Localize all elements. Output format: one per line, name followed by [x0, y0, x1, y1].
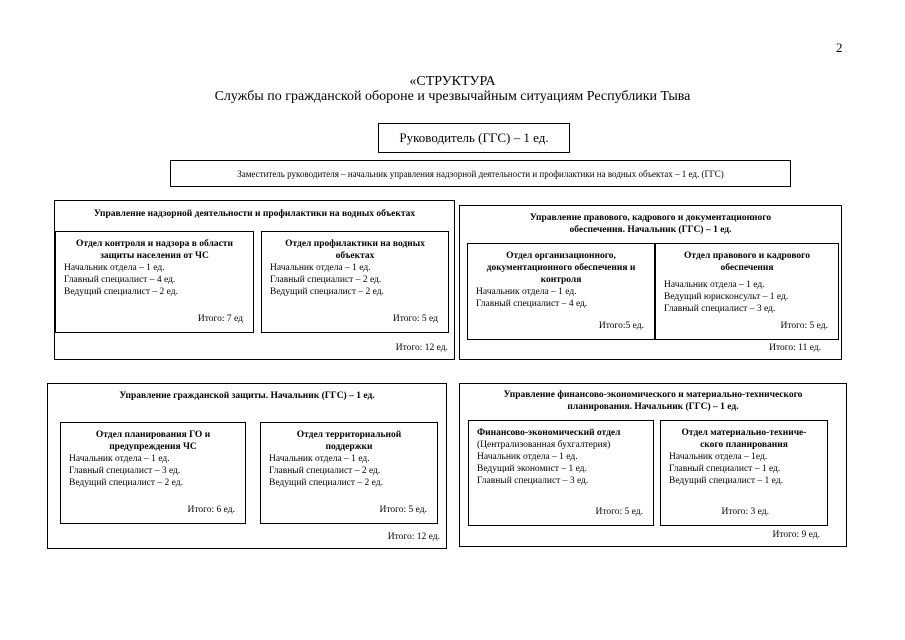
head-label: Руководитель (ГГС) – 1 ед. — [399, 130, 549, 145]
department-total: Итого: 5 ед. — [379, 505, 427, 515]
department-title: Отдел правового и кадрового обеспечения — [684, 251, 810, 273]
management-title: Управление правового, кадрового и документационного обеспечения. Начальник (ГГС) – 1 ед. — [529, 213, 772, 235]
staff-list — [61, 453, 245, 489]
management-finance-logistics — [459, 383, 847, 547]
staff-item: Ведущий специалист – 2 ед. — [64, 287, 178, 297]
staff-item: Главный специалист – 2 ед. — [270, 275, 382, 285]
management-supervision — [54, 200, 455, 360]
staff-item: Начальник отдела – 1 ед. — [477, 452, 578, 462]
management-total: Итого: 12 ед. — [387, 532, 440, 542]
department-box — [655, 243, 839, 340]
staff-item: Ведущий специалист – 1 ед. — [669, 476, 783, 486]
staff-list — [262, 262, 448, 298]
staff-item: Главный специалист – 3 ед. — [477, 476, 589, 486]
department-subtitle: (Централизованная бухгалтерия) — [477, 440, 611, 450]
staff-item: Главный специалист – 3 ед. — [664, 304, 776, 314]
deputy-label: Заместитель руководителя – начальник управления надзорной деятельности и профилактики на водных объектах – 1 ед. (ГГС) — [237, 168, 724, 179]
staff-list — [661, 451, 827, 487]
staff-list — [261, 453, 437, 489]
staff-item: Начальник отдела – 1 ед. — [270, 263, 371, 273]
staff-item: Ведущий специалист – 2 ед. — [269, 478, 383, 488]
staff-item: Главный специалист – 3 ед. — [69, 466, 181, 476]
staff-item: Начальник отдела – 1 ед. — [269, 454, 370, 464]
deputy-box — [170, 160, 791, 187]
staff-list — [468, 286, 654, 310]
department-box — [60, 422, 246, 524]
management-legal-hr — [459, 205, 842, 360]
staff-item: Начальник отдела – 1 ед. — [69, 454, 170, 464]
staff-item: Начальник отдела – 1 ед. — [64, 263, 165, 273]
management-total: Итого: 11 ед. — [769, 343, 821, 353]
staff-list — [469, 451, 653, 487]
management-civil-protection — [47, 383, 447, 549]
department-box — [468, 420, 654, 526]
department-box — [261, 231, 449, 333]
management-title: Управление гражданской защиты. Начальник (ГГС) – 1 ед. — [119, 391, 375, 401]
staff-list — [56, 262, 253, 298]
department-box — [55, 231, 254, 333]
department-box — [260, 422, 438, 524]
staff-item: Главный специалист – 4 ед. — [476, 299, 588, 309]
department-total: Итого: 6 ед. — [187, 505, 235, 515]
department-box — [660, 420, 828, 526]
staff-item: Начальник отдела – 1 ед. — [664, 280, 765, 290]
department-title: Отдел территориальной поддержки — [296, 430, 402, 452]
document-subtitle: Службы по гражданской обороне и чрезвычайным ситуациям Республики Тыва — [214, 89, 691, 104]
staff-item: Ведущий специалист – 2 ед. — [69, 478, 183, 488]
management-total: Итого: 9 ед. — [772, 530, 820, 540]
staff-item: Ведущий экономист – 1 ед. — [477, 464, 587, 474]
department-total: Итого:5 ед. — [598, 321, 644, 331]
staff-list — [656, 279, 838, 315]
department-box — [467, 243, 655, 340]
department-total: Итого: 7 ед — [197, 314, 243, 324]
department-title: Отдел контроля и надзора в области защиты населения от ЧС — [76, 239, 233, 261]
head-box — [378, 123, 570, 153]
department-total: Итого: 5 ед. — [780, 321, 828, 331]
page-number: 2 — [836, 40, 843, 55]
staff-item: Главный специалист – 2 ед. — [269, 466, 381, 476]
department-title: Финансово-экономический отдел — [477, 428, 621, 438]
staff-item: Главный специалист – 1 ед. — [669, 464, 781, 474]
department-title: Отдел профилактики на водных объектах — [285, 239, 425, 261]
management-title: Управление финансово-экономического и материально-технического планирования. Начальник (ГГС) – 1 ед. — [503, 390, 803, 412]
staff-item: Главный специалист – 4 ед. — [64, 275, 176, 285]
staff-item: Ведущий специалист – 2 ед. — [270, 287, 384, 297]
department-total: Итого: 5 ед — [392, 314, 438, 324]
department-title: Отдел планирования ГО и предупреждения ЧС — [95, 430, 211, 452]
management-title: Управление надзорной деятельности и профилактики на водных объектах — [93, 209, 416, 219]
department-total: Итого: 3 ед. — [721, 507, 769, 517]
staff-item: Ведущий юрисконсульт – 1 ед. — [664, 292, 789, 302]
document-title: «СТРУКТУРА — [409, 74, 496, 89]
management-total: Итого: 12 ед. — [395, 343, 448, 353]
staff-item: Начальник отдела – 1ед. — [669, 452, 768, 462]
department-title: Отдел материально-техниче-ского планирования — [681, 428, 807, 450]
staff-item: Начальник отдела – 1 ед. — [476, 287, 577, 297]
department-title: Отдел организационного, документационного обеспечения и контроля — [486, 251, 636, 285]
department-total: Итого: 5 ед. — [595, 507, 643, 517]
